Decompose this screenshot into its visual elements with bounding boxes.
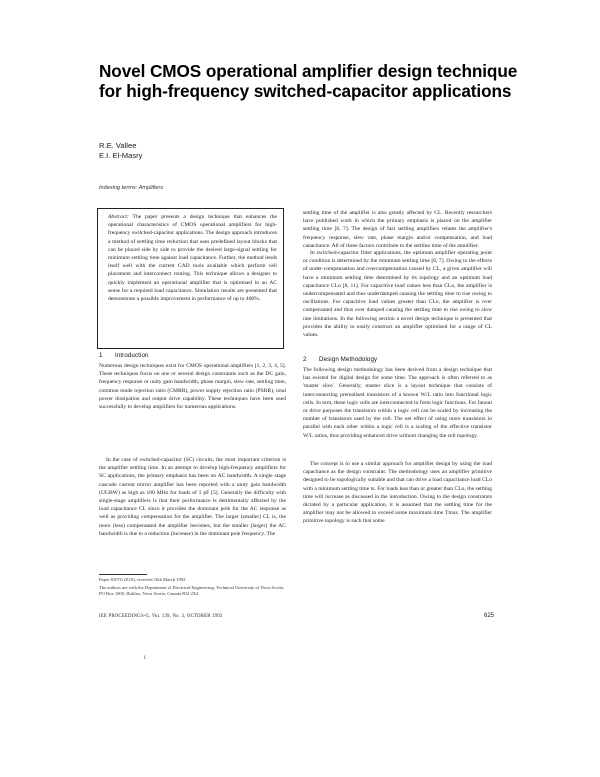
method-paragraph-2 xyxy=(303,460,492,579)
section-heading-introduction xyxy=(99,352,149,359)
paragraph-text: Numerous design techniques exist for CMOS operational amplifiers [1, 2, 3, 4, 5]. These techniques focus on one or several design constraints such as the DC gain, frequency response or unity gain bandwidth, phase margin, slew rate, settling time, common mode rejection ratio (CMRR), power supply rejection ratio (PSRR), total power dissipation and output drive capability. These techniques have been used successfully to develop amplifiers for numerous applications. xyxy=(99,363,286,411)
abstract-label: Abstract: xyxy=(108,214,129,220)
paper-title: Novel CMOS operational amplifier design technique for high-frequency switched-capacitor applications xyxy=(99,61,518,101)
paragraph-text: The following design methodology has been derived from a design technique that has existed for digital design for some time. The approach is often referred to as 'master slice'. Generally, master slice is a layout technique that consists of interconnecting prerealised transistors of a known W/L ratio into functional logic cells. In turn, these logic cells are interconnected to form logic functions. For fanout or drive purposes the transistors within a logic cell can be scaled by increasing the number of transistors used by the cell. The net effect of using more transistors in parallel with each other within a logic cell is a scaling of the effective transistor W/L ratios, thus providing enhanced drive without changing the cell topology. xyxy=(303,367,492,439)
section-number: 1 xyxy=(99,352,103,359)
intro-paragraph-2 xyxy=(99,456,286,570)
footnote-received: Paper 8107G (E10), received 16th March 1992 xyxy=(99,577,186,582)
section-heading-design-methodology xyxy=(303,356,377,363)
indexing-terms: Indexing terms: Amplifiers xyxy=(99,185,164,191)
intro-paragraph-4 xyxy=(303,249,492,352)
author-name: R.E. Vallee xyxy=(99,141,137,150)
page-number: 625 xyxy=(484,613,495,619)
paragraph-text: In switched-capacitor filter applications, the optimum amplifier operating point or condition is determined by the minimum settling time [6, 7]. Owing to the effects of under-compensation and overcompensation caused by CL, a given amplifier will have a minimum settling time determined by its topology and an optimum load capacitance CLo [8, 11]. For capacitive load values less than CLo, the amplifier is undercompensated and thus underdamped causing the settling time to rise owing to oscillations. For capacitive load values greater than CLo, the amplifier is over compensated and thus over damped causing the settling time to rise owing to slow rate limitations. In the following section a novel design technique is presented that provides the ability to easily construct an amplifier optimised for a range of CL values. xyxy=(303,250,492,339)
abstract-body: The paper presents a design technique that enhances the operational characteristics of CMOS operational amplifiers for high-frequency switched-capacitor applications. The design approach introduces a method of settling time reduction that uses predefined layout blocks that can be placed side by side to provide the desired large-signal settling for minimum settling time against load capacitance. Further, the method lends itself well with the current CAD tools available which perform cell placement and interconnect routing. This technique allows a designer to quickly implement an operational amplifier that is optimised in an AC sense for a required load capacitance. Simulation results are presented that demonstrate a possible improvement in performance of up to 400%. xyxy=(108,214,277,303)
section-number: 2 xyxy=(303,356,307,363)
abstract-box xyxy=(97,208,284,349)
abstract-text xyxy=(108,213,277,344)
scan-mark: i xyxy=(144,655,146,661)
journal-footer: IEE PROCEEDINGS-G, Vol. 139, No. 3, OCTOBER 1992 xyxy=(99,614,223,619)
paragraph-text: settling time of the amplifier is also greatly affected by CL. Recently researchers have published work in which the primary emphasis is placed on the amplifier settling time [6, 7]. The design of fast settling amplifiers relates the amplifier's frequency response, slew rate, phase margin and/or compensation, and load capacitance. All of these factors contribute to the settling time of the amplifier. xyxy=(303,210,492,247)
author-name: E.I. El-Masry xyxy=(99,151,143,160)
section-title: Design Methodology xyxy=(319,356,378,363)
paragraph-text: In the case of switched-capacitor (SC) circuits, the most important criterion is the amplifier settling time. In an attempt to develop high-frequency amplifiers for SC applications, the primary emphasis has been on AC bandwidth. A single stage cascode current mirror amplifier has been reported with a unity gain bandwidth (UGBW) as high as 100 MHz for loads of 1 pF [5]. Generally the difficulty with single-stage amplifiers is that their performance is detrimentally affected by the load capacitance CL since it provides the dominant pole for the AC response as well as providing compensation for the amplifier. The larger (smaller) CL is, the more (less) compensated the amplifier becomes, but the smaller (larger) the AC bandwidth is due to a reduction (increase) in the dominant pole frequency. The xyxy=(99,457,286,537)
intro-paragraph-3 xyxy=(303,209,492,247)
paragraph-text: The concept is to use a similar approach for amplifier design by using the load capacitance as the design constraint. The methodology uses an amplifier primitive designed to be topologically suitable and that can drive a load capacitance load CLo with a minimum settling time ts. For loads less than or greater than CLo, the settling time will increase as discussed in the introduction. Owing to the design constraints dictated by a particular application, it is assumed that the settling time for the amplifier may not be allowed to exceed some maximum time Tmax. The amplifier primitive topology is such that some xyxy=(303,461,492,525)
method-paragraph-1 xyxy=(303,366,492,456)
footnote-rule xyxy=(99,574,147,575)
section-title: Introduction xyxy=(115,352,149,359)
footnote-affiliation: The authors are with the Department of Electrical Engineering, Technical University of Nova Scotia, PO Box 1000, Halifax, Nova Scotia, Canada B3J 2X4 xyxy=(99,585,285,597)
intro-paragraph-1 xyxy=(99,362,286,454)
